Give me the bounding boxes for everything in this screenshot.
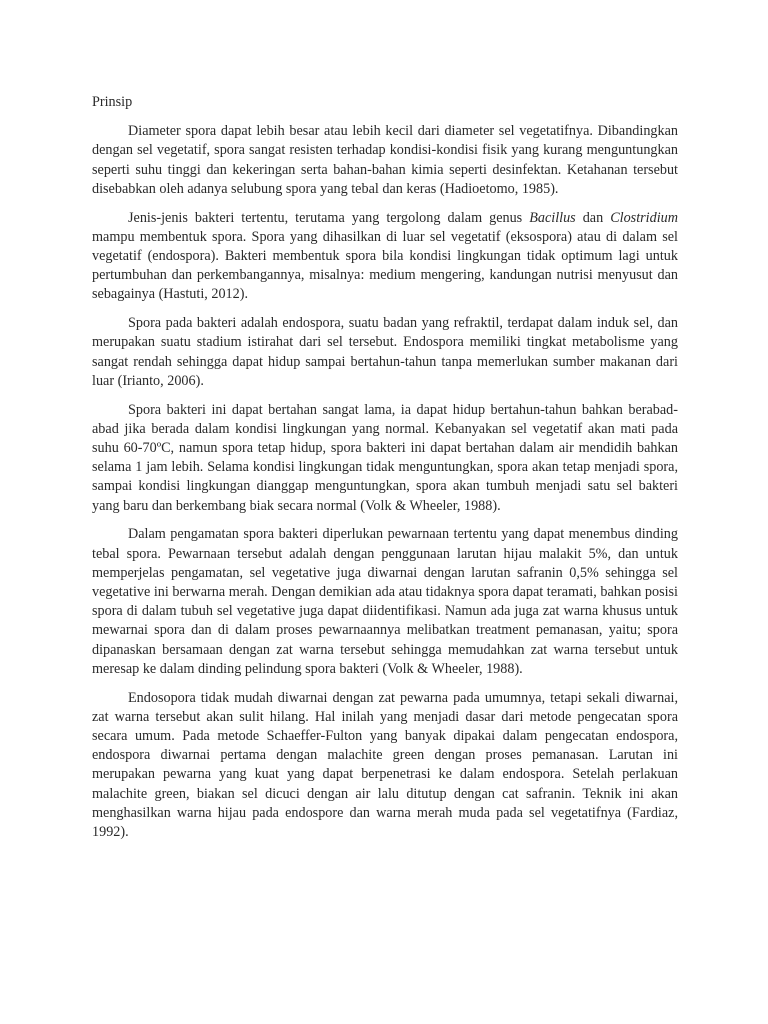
paragraph-text: Diameter spora dapat lebih besar atau lebih kecil dari diameter sel vegetatifnya. Dibandingkan dengan sel vegetatif, spora sangat resisten terhadap kondisi-kondisi fisik yang kurang menguntungkan seperti suhu tinggi dan kekeringan serta bahan-bahan kimia seperti desinfektan. Ketahanan tersebut disebabkan oleh adanya selubung spora yang tebal dan keras (Hadioetomo, 1985).: [92, 123, 678, 197]
document-body: [92, 93, 678, 852]
paragraph-text: Spora bakteri ini dapat bertahan sangat lama, ia dapat hidup bertahun-tahun bahkan berabad-abad jika berada dalam kondisi lingkungan yang normal. Kebanyakan sel vegetatif akan mati pada suhu 60-70ºC, namun spora tetap hidup, spora bakteri ini dapat bertahan dalam air mendidih bahkan selama 1 jam lebih. Selama kondisi lingkungan tidak menguntungkan, spora akan tetap menjadi spora, sampai kondisi lingkungan dianggap menguntungkan, spora akan tumbuh menjadi satu sel bakteri yang baru dan berkembang biak secara normal (Volk & Wheeler, 1988).: [92, 401, 678, 514]
paragraph-list: [92, 122, 678, 842]
body-paragraph: [92, 314, 678, 391]
body-paragraph: [92, 122, 678, 199]
paragraph-text: Dalam pengamatan spora bakteri diperlukan pewarnaan tertentu yang dapat menembus dinding tebal spora. Pewarnaan tersebut adalah dengan penggunaan larutan hijau malakit 5%, dan untuk memperjelas pengamatan, sel vegetative juga diwarnai dengan larutan safranin 0,5% sehingga sel vegetative ini berwarna merah. Dengan demikian ada atau tidaknya spora dapat teramati, bahkan posisi spora di dalam tubuh sel vegetative juga dapat diidentifikasi. Namun ada juga zat warna khusus untuk mewarnai spora dan di dalam proses pewarnaannya melibatkan treatment pemanasan, yaitu; spora dipanaskan bersamaan dengan zat warna tersebut sehingga memudahkan zat warna tersebut untuk meresap ke dalam dinding pelindung spora bakteri (Volk & Wheeler, 1988).: [92, 526, 678, 677]
section-heading: Prinsip: [92, 94, 133, 110]
body-paragraph: [92, 401, 678, 516]
body-paragraph: [92, 689, 678, 843]
body-paragraph: [92, 209, 678, 305]
italic-term: Bacillus: [529, 209, 576, 226]
body-paragraph: [92, 525, 678, 679]
italic-term: Clostridium: [610, 209, 678, 226]
paragraph-text: mampu membentuk spora. Spora yang dihasilkan di luar sel vegetatif (eksospora) atau di dalam sel vegetatif (endospora). Bakteri membentuk spora bila kondisi lingkungan tidak optimum lagi untuk pertumbuhan dan perkembangannya, misalnya: medium mengering, kandungan nutrisi menyusut dan sebagainya (Hastuti, 2012).: [92, 228, 678, 303]
paragraph-text: Endosopora tidak mudah diwarnai dengan zat pewarna pada umumnya, tetapi sekali diwarnai, zat warna tersebut akan sulit hilang. Hal inilah yang menjadi dasar dari metode pengecatan spora secara umum. Pada metode Schaeffer-Fulton yang banyak dipakai dalam pengecatan endospora, endospora diwarnai pertama dengan malachite green dengan proses pemanasan. Larutan ini merupakan pewarna yang kuat yang dapat berpenetrasi ke dalam endospora. Setelah perlakuan malachite green, biakan sel dicuci dengan air lalu ditutup dengan cat safranin. Teknik ini akan menghasilkan warna hijau pada endospore dan warna merah muda pada sel vegetatifnya (Fardiaz, 1992).: [92, 689, 678, 841]
paragraph-text: Jenis-jenis bakteri tertentu, terutama yang tergolong dalam genus: [128, 209, 530, 226]
paragraph-text: dan: [575, 209, 611, 226]
paragraph-text: Spora pada bakteri adalah endospora, suatu badan yang refraktil, terdapat dalam induk sel, dan merupakan suatu stadium istirahat dari sel tersebut. Endospora memiliki tingkat metabolisme yang sangat rendah sehingga dapat hidup sampai bertahun-tahun tanpa memerlukan sumber makanan dari luar (Irianto, 2006).: [92, 315, 678, 389]
